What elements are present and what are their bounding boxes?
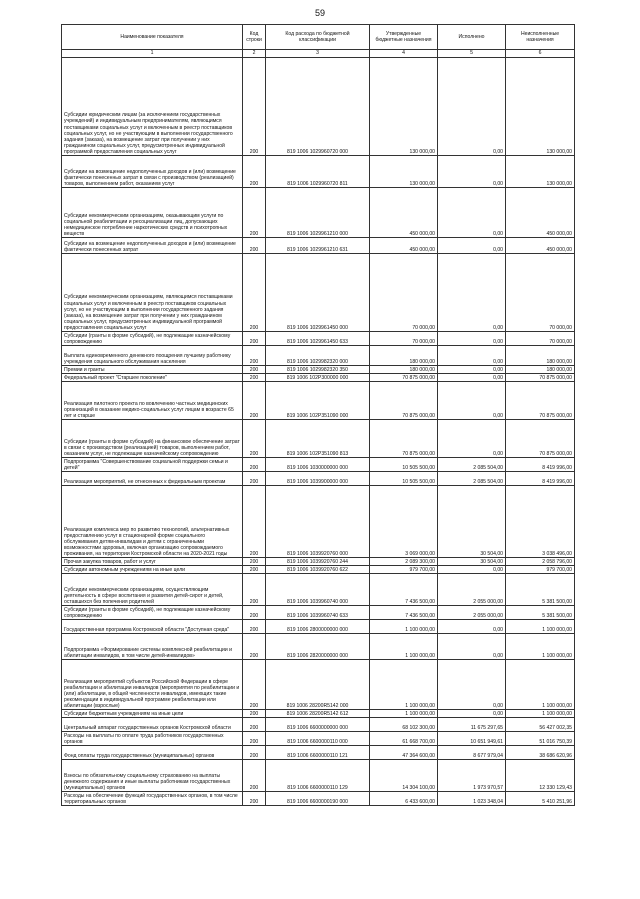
table-row xyxy=(62,718,575,732)
unexecuted-amount: 450 000,00 xyxy=(506,238,575,254)
budget-execution-table xyxy=(61,24,575,806)
header-executed: Исполнено xyxy=(438,25,506,50)
table-row xyxy=(62,760,575,792)
table-row xyxy=(62,188,575,238)
column-number: 2 xyxy=(243,50,266,58)
executed-amount: 0,00 xyxy=(438,366,506,374)
approved-amount: 180 000,00 xyxy=(370,366,438,374)
indicator-name: Центральный аппарат государственных органов Костромской области xyxy=(62,718,243,732)
table-row xyxy=(62,238,575,254)
line-code: 200 xyxy=(243,660,266,710)
approved-amount: 1 100 000,00 xyxy=(370,620,438,634)
line-code: 200 xyxy=(243,746,266,760)
table-row xyxy=(62,458,575,472)
approved-amount: 130 000,00 xyxy=(370,156,438,188)
table-row xyxy=(62,634,575,660)
budget-code: 819 1006 6600000110 129 xyxy=(266,760,370,792)
table-row xyxy=(62,660,575,710)
line-code: 200 xyxy=(243,188,266,238)
approved-amount: 2 089 300,00 xyxy=(370,558,438,566)
line-code: 200 xyxy=(243,382,266,420)
unexecuted-amount: 1 100 000,00 xyxy=(506,660,575,710)
unexecuted-amount: 5 410 251,96 xyxy=(506,792,575,806)
table-row xyxy=(62,710,575,718)
approved-amount: 7 436 500,00 xyxy=(370,606,438,620)
line-code: 200 xyxy=(243,420,266,458)
line-code: 200 xyxy=(243,472,266,486)
approved-amount: 70 000,00 xyxy=(370,254,438,332)
approved-amount: 130 000,00 xyxy=(370,58,438,156)
executed-amount: 2 085 504,00 xyxy=(438,458,506,472)
executed-amount: 0,00 xyxy=(438,566,506,574)
budget-code: 819 1006 1039960740 000 xyxy=(266,574,370,606)
executed-amount: 30 504,00 xyxy=(438,558,506,566)
executed-amount: 0,00 xyxy=(438,374,506,382)
line-code: 200 xyxy=(243,374,266,382)
column-number: 1 xyxy=(62,50,243,58)
table-row xyxy=(62,606,575,620)
budget-code: 819 1006 1039920760 244 xyxy=(266,558,370,566)
table-row xyxy=(62,346,575,366)
line-code: 200 xyxy=(243,718,266,732)
indicator-name: Субсидии (гранты в форме субсидий) на финансовое обеспечение затрат в связи с производством (реализацией) товаров, выполнением работ, оказанием услуг, не подлежащие казначейскому сопровождению xyxy=(62,420,243,458)
indicator-name: Премии и гранты xyxy=(62,366,243,374)
unexecuted-amount: 1 100 000,00 xyxy=(506,620,575,634)
budget-code: 819 1006 1039960740 633 xyxy=(266,606,370,620)
column-number: 6 xyxy=(506,50,575,58)
unexecuted-amount: 5 381 500,00 xyxy=(506,574,575,606)
budget-code: 819 1006 6600000000 000 xyxy=(266,718,370,732)
page-number: 59 xyxy=(314,8,325,18)
approved-amount: 10 505 500,00 xyxy=(370,458,438,472)
indicator-name: Взносы по обязательному социальному страхованию на выплаты денежного содержания и иные выплаты работникам государственных (муниципальных) органов xyxy=(62,760,243,792)
budget-code: 819 1006 1039900000 000 xyxy=(266,472,370,486)
unexecuted-amount: 5 381 500,00 xyxy=(506,606,575,620)
executed-amount: 10 651 949,61 xyxy=(438,732,506,746)
unexecuted-amount: 1 100 000,00 xyxy=(506,634,575,660)
approved-amount: 47 364 600,00 xyxy=(370,746,438,760)
indicator-name: Прочая закупка товаров, работ и услуг xyxy=(62,558,243,566)
line-code: 200 xyxy=(243,238,266,254)
unexecuted-amount: 2 058 796,00 xyxy=(506,558,575,566)
indicator-name: Субсидии на возмещение недополученных доходов и (или) возмещение фактически понесенных затрат в связи с производством (реализацией) товаров, выполнением работ, оказанием услуг xyxy=(62,156,243,188)
table-row xyxy=(62,746,575,760)
table-row xyxy=(62,332,575,346)
indicator-name: Реализация комплекса мер по развитию технологий, альтернативных предоставлению услуг в стационарной форме социального обслуживания детям-инвалидам и детям с ограниченными возможностями здоровья, включая организацию сопровождаемого проживания, на территории Костромской области на 2020-2021 годы xyxy=(62,486,243,558)
indicator-name: Федеральный проект "Старшее поколение" xyxy=(62,374,243,382)
table-body xyxy=(62,58,575,806)
indicator-name: Государственная программа Костромской области "Доступная среда" xyxy=(62,620,243,634)
indicator-name: Субсидии (гранты в форме субсидий), не подлежащие казначейскому сопровождению xyxy=(62,332,243,346)
unexecuted-amount: 3 038 496,00 xyxy=(506,486,575,558)
line-code: 200 xyxy=(243,346,266,366)
budget-code: 819 1006 1029982320 000 xyxy=(266,346,370,366)
line-code: 200 xyxy=(243,574,266,606)
table-row xyxy=(62,732,575,746)
executed-amount: 2 085 504,00 xyxy=(438,472,506,486)
executed-amount: 0,00 xyxy=(438,420,506,458)
table-row xyxy=(62,566,575,574)
budget-code: 819 1006 102P351090 813 xyxy=(266,420,370,458)
approved-amount: 979 700,00 xyxy=(370,566,438,574)
budget-code: 819 1006 1029982320 350 xyxy=(266,366,370,374)
indicator-name: Субсидии некоммерческим организациям, осуществляющим деятельность в сфере воспитания и развития детей-сирот и детей, оставшихся без попечения родителей xyxy=(62,574,243,606)
executed-amount: 2 055 000,00 xyxy=(438,606,506,620)
line-code: 200 xyxy=(243,458,266,472)
indicator-name: Субсидии автономным учреждениям на иные цели xyxy=(62,566,243,574)
budget-code: 819 1006 102P300000 000 xyxy=(266,374,370,382)
executed-amount: 0,00 xyxy=(438,346,506,366)
executed-amount: 30 504,00 xyxy=(438,486,506,558)
line-code: 200 xyxy=(243,332,266,346)
approved-amount: 70 875 000,00 xyxy=(370,374,438,382)
header-line-code: Код строки xyxy=(243,25,266,50)
executed-amount: 0,00 xyxy=(438,58,506,156)
unexecuted-amount: 8 419 996,00 xyxy=(506,458,575,472)
budget-code: 819 1006 102P351090 000 xyxy=(266,382,370,420)
executed-amount: 2 055 000,00 xyxy=(438,574,506,606)
budget-code: 819 1006 28200R5142 612 xyxy=(266,710,370,718)
unexecuted-amount: 38 686 620,96 xyxy=(506,746,575,760)
executed-amount: 0,00 xyxy=(438,156,506,188)
executed-amount: 0,00 xyxy=(438,254,506,332)
approved-amount: 70 875 000,00 xyxy=(370,382,438,420)
table-row xyxy=(62,374,575,382)
column-number: 4 xyxy=(370,50,438,58)
budget-code: 819 1006 1029961210 631 xyxy=(266,238,370,254)
unexecuted-amount: 180 000,00 xyxy=(506,346,575,366)
line-code: 200 xyxy=(243,606,266,620)
table-row xyxy=(62,366,575,374)
indicator-name: Субсидии на возмещение недополученных доходов и (или) возмещение фактически понесенных затрат xyxy=(62,238,243,254)
line-code: 200 xyxy=(243,366,266,374)
approved-amount: 450 000,00 xyxy=(370,238,438,254)
indicator-name: Расходы на выплаты по оплате труда работников государственных органов xyxy=(62,732,243,746)
unexecuted-amount: 979 700,00 xyxy=(506,566,575,574)
budget-code: 819 1006 1029960720 811 xyxy=(266,156,370,188)
budget-code: 819 1006 1029961450 000 xyxy=(266,254,370,332)
indicator-name: Субсидии некоммерческим организациям, являющимся поставщиками социальных услуг и включенным в реестр поставщиков социальных услуг, но не участвующим в выполнении государственного задания (заказа), на возмещение затрат при получении у них гражданином социальных услуг, предусмотренных индивидуальной программой предоставления социальных услуг xyxy=(62,254,243,332)
indicator-name: Реализация пилотного проекта по вовлечению частных медицинских организаций в оказание медико-социальных услуг лицам в возрасте 65 лет и старше xyxy=(62,382,243,420)
table-row xyxy=(62,472,575,486)
indicator-name: Субсидии юридическим лицам (за исключением государственных учреждений) и индивидуальным предпринимателям, являющимся поставщиками социальных услуг и включенным в реестр поставщиков социальных услуг, но не участвующим в выполнении государственного задания (заказа), на возмещение затрат при получении у них гражданином социальных услуг, предусмотренных индивидуальной программой предоставления социальных услуг xyxy=(62,58,243,156)
column-number-row xyxy=(62,50,575,58)
line-code: 200 xyxy=(243,732,266,746)
approved-amount: 1 100 000,00 xyxy=(370,660,438,710)
indicator-name: Субсидии (гранты в форме субсидий), не подлежащие казначейскому сопровождению xyxy=(62,606,243,620)
indicator-name: Подпрограмма "Совершенствование социальной поддержки семьи и детей" xyxy=(62,458,243,472)
header-row xyxy=(62,25,575,50)
budget-code: 819 1006 2820000000 000 xyxy=(266,634,370,660)
header-indicator-name: Наименование показателя xyxy=(62,25,243,50)
line-code: 200 xyxy=(243,58,266,156)
line-code: 200 xyxy=(243,760,266,792)
header-approved: Утвержденные бюджетные назначения xyxy=(370,25,438,50)
table-row xyxy=(62,558,575,566)
approved-amount: 7 436 500,00 xyxy=(370,574,438,606)
approved-amount: 450 000,00 xyxy=(370,188,438,238)
unexecuted-amount: 70 875 000,00 xyxy=(506,420,575,458)
unexecuted-amount: 8 419 996,00 xyxy=(506,472,575,486)
unexecuted-amount: 70 000,00 xyxy=(506,332,575,346)
indicator-name: Субсидии бюджетным учреждениям на иные цели xyxy=(62,710,243,718)
indicator-name: Выплата единовременного денежного поощрения лучшему работнику учреждения социального обслуживания населения xyxy=(62,346,243,366)
budget-code: 819 1006 6600000110 000 xyxy=(266,732,370,746)
approved-amount: 10 505 500,00 xyxy=(370,472,438,486)
executed-amount: 0,00 xyxy=(438,238,506,254)
unexecuted-amount: 450 000,00 xyxy=(506,188,575,238)
budget-code: 819 1006 1039920760 000 xyxy=(266,486,370,558)
budget-code: 819 1006 1029961210 000 xyxy=(266,188,370,238)
approved-amount: 61 668 700,00 xyxy=(370,732,438,746)
executed-amount: 8 677 979,04 xyxy=(438,746,506,760)
line-code: 200 xyxy=(243,792,266,806)
budget-code: 819 1006 1029961450 633 xyxy=(266,332,370,346)
table-row xyxy=(62,382,575,420)
approved-amount: 14 304 100,00 xyxy=(370,760,438,792)
approved-amount: 1 100 000,00 xyxy=(370,634,438,660)
indicator-name: Реализация мероприятий субъектов Российской Федерации в сфере реабилитации и абилитации инвалидов (мероприятия по реабилитации и (или) абилитации, в общей численности инвалидов, имеющих такие рекомендации в индивидуальной программе реабилитации или абилитации (взрослые) xyxy=(62,660,243,710)
executed-amount: 1 973 970,57 xyxy=(438,760,506,792)
unexecuted-amount: 1 100 000,00 xyxy=(506,710,575,718)
line-code: 200 xyxy=(243,486,266,558)
executed-amount: 0,00 xyxy=(438,382,506,420)
unexecuted-amount: 56 427 002,35 xyxy=(506,718,575,732)
executed-amount: 11 675 297,65 xyxy=(438,718,506,732)
line-code: 200 xyxy=(243,156,266,188)
column-number: 3 xyxy=(266,50,370,58)
table-row xyxy=(62,486,575,558)
approved-amount: 68 102 300,00 xyxy=(370,718,438,732)
table-row xyxy=(62,420,575,458)
table-row xyxy=(62,58,575,156)
budget-code: 819 1006 1039920760 622 xyxy=(266,566,370,574)
executed-amount: 0,00 xyxy=(438,620,506,634)
unexecuted-amount: 51 016 750,39 xyxy=(506,732,575,746)
indicator-name: Подпрограмма «Формирование системы комплексной реабилитации и абилитации инвалидов, в том числе детей-инвалидов» xyxy=(62,634,243,660)
executed-amount: 1 023 348,04 xyxy=(438,792,506,806)
approved-amount: 6 433 600,00 xyxy=(370,792,438,806)
executed-amount: 0,00 xyxy=(438,710,506,718)
executed-amount: 0,00 xyxy=(438,634,506,660)
unexecuted-amount: 180 000,00 xyxy=(506,366,575,374)
indicator-name: Расходы на обеспечение функций государственных органов, в том числе территориальных органов xyxy=(62,792,243,806)
line-code: 200 xyxy=(243,620,266,634)
executed-amount: 0,00 xyxy=(438,188,506,238)
table-row xyxy=(62,792,575,806)
unexecuted-amount: 12 330 129,43 xyxy=(506,760,575,792)
indicator-name: Субсидии некоммерческим организациям, оказывающим услуги по социальной реабилитации и ресоциализации лиц, допускающих немедицинское потребление наркотических средств и психотропных веществ xyxy=(62,188,243,238)
unexecuted-amount: 130 000,00 xyxy=(506,156,575,188)
unexecuted-amount: 130 000,00 xyxy=(506,58,575,156)
column-number: 5 xyxy=(438,50,506,58)
unexecuted-amount: 70 875 000,00 xyxy=(506,382,575,420)
line-code: 200 xyxy=(243,254,266,332)
approved-amount: 70 875 000,00 xyxy=(370,420,438,458)
line-code: 200 xyxy=(243,558,266,566)
table-row xyxy=(62,156,575,188)
table-row xyxy=(62,620,575,634)
budget-code: 819 1006 2800000000 000 xyxy=(266,620,370,634)
executed-amount: 0,00 xyxy=(438,332,506,346)
budget-code: 819 1006 1029960720 000 xyxy=(266,58,370,156)
approved-amount: 1 100 000,00 xyxy=(370,710,438,718)
budget-code: 819 1006 28200R5142 000 xyxy=(266,660,370,710)
header-budget-code: Код расхода по бюджетной классификации xyxy=(266,25,370,50)
table-row xyxy=(62,574,575,606)
executed-amount: 0,00 xyxy=(438,660,506,710)
budget-code: 819 1006 6600000190 000 xyxy=(266,792,370,806)
approved-amount: 180 000,00 xyxy=(370,346,438,366)
budget-code: 819 1006 1030000000 000 xyxy=(266,458,370,472)
line-code: 200 xyxy=(243,710,266,718)
header-unexecuted: Неисполненные назначения xyxy=(506,25,575,50)
unexecuted-amount: 70 000,00 xyxy=(506,254,575,332)
unexecuted-amount: 70 875 000,00 xyxy=(506,374,575,382)
line-code: 200 xyxy=(243,634,266,660)
line-code: 200 xyxy=(243,566,266,574)
approved-amount: 70 000,00 xyxy=(370,332,438,346)
indicator-name: Реализация мероприятий, не отнесенных к федеральным проектам xyxy=(62,472,243,486)
budget-code: 819 1006 6600000110 121 xyxy=(266,746,370,760)
indicator-name: Фонд оплаты труда государственных (муниципальных) органов xyxy=(62,746,243,760)
table-row xyxy=(62,254,575,332)
approved-amount: 3 069 000,00 xyxy=(370,486,438,558)
